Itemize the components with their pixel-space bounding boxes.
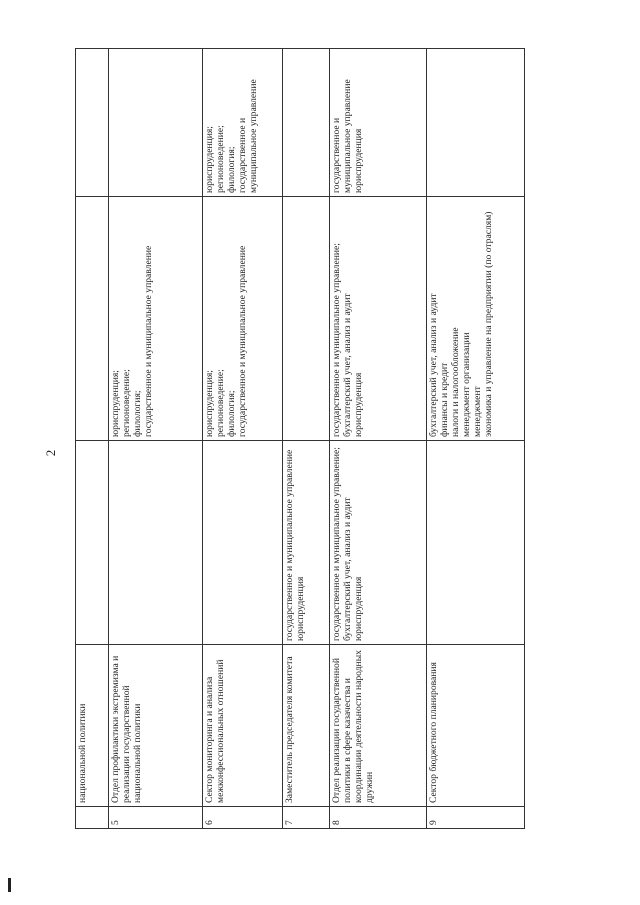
row-name: Заместитель председателя комитета bbox=[283, 645, 330, 807]
row-name: национальной политики bbox=[76, 645, 109, 807]
col1-cell bbox=[108, 441, 202, 645]
requirements-table bbox=[75, 48, 525, 829]
col3-cell: государственное и муниципальное управление юриспруденция bbox=[330, 49, 426, 197]
row-number: 5 bbox=[108, 807, 202, 829]
col3-cell: юриспруденция; регионоведение; филология; государственное и муниципальное управление bbox=[203, 49, 283, 197]
row-name: Отдел профилактики экстремизма и реализации государственной национальной политики bbox=[108, 645, 202, 807]
col1-cell: государственное и муниципальное управление юриспруденция bbox=[283, 441, 330, 645]
row-name: Сектор бюджетного планирования bbox=[426, 645, 524, 807]
col2-cell: юриспруденция; регионоведение; филология; государственное и муниципальное управление bbox=[108, 197, 202, 441]
table-row bbox=[426, 49, 524, 829]
row-name: Сектор мониторинга и анализа межконфессиональных отношений bbox=[203, 645, 283, 807]
row-number bbox=[76, 807, 109, 829]
col3-cell bbox=[108, 49, 202, 197]
rotated-table-container bbox=[75, 49, 525, 829]
page-number: 2 bbox=[43, 449, 58, 457]
row-number: 8 bbox=[330, 807, 426, 829]
row-number: 7 bbox=[283, 807, 330, 829]
col1-cell bbox=[426, 441, 524, 645]
col2-cell bbox=[76, 197, 109, 441]
col3-cell bbox=[283, 49, 330, 197]
scan-mark bbox=[8, 878, 11, 892]
col3-cell bbox=[76, 49, 109, 197]
col1-cell bbox=[203, 441, 283, 645]
table-row bbox=[203, 49, 283, 829]
row-name: Отдел реализации государственной политики в сфере казачества и координации деятельности народных дружин bbox=[330, 645, 426, 807]
col3-cell bbox=[426, 49, 524, 197]
table-row bbox=[283, 49, 330, 829]
table-row bbox=[108, 49, 202, 829]
col2-cell: государственное и муниципальное управление; бухгалтерский учет, анализ и аудит юриспруденция bbox=[330, 197, 426, 441]
row-number: 9 bbox=[426, 807, 524, 829]
col2-cell: юриспруденция; регионоведение; филология; государственное и муниципальное управление bbox=[203, 197, 283, 441]
table-row bbox=[76, 49, 109, 829]
col1-cell bbox=[76, 441, 109, 645]
table-row bbox=[330, 49, 426, 829]
col2-cell: бухгалтерский учет, анализ и аудит финансы и кредит налоги и налогообложение менеджмент организации менеджмент экономика и управление на предприятии (по отраслям) bbox=[426, 197, 524, 441]
col2-cell bbox=[283, 197, 330, 441]
row-number: 6 bbox=[203, 807, 283, 829]
col1-cell: государственное и муниципальное управление; бухгалтерский учет, анализ и аудит юриспруденция bbox=[330, 441, 426, 645]
